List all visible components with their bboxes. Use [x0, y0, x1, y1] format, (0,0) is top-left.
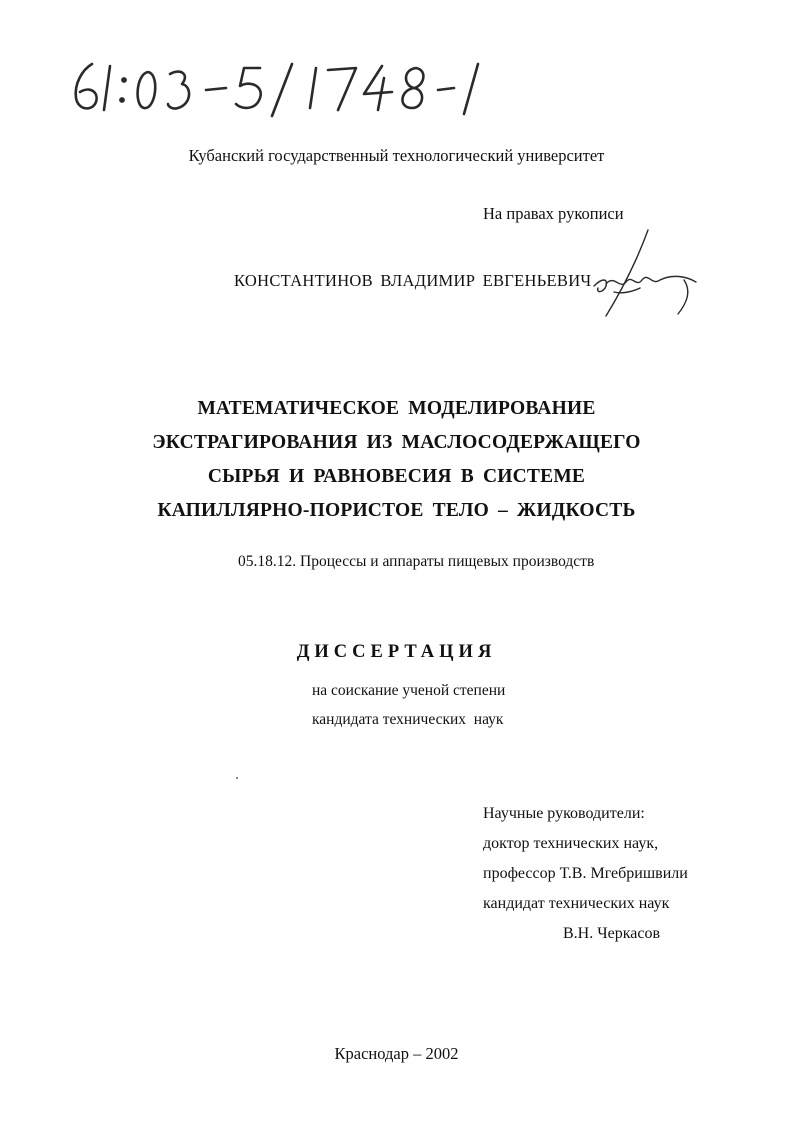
degree-statement [312, 676, 505, 734]
supervisor-line: кандидат технических наук [483, 895, 670, 912]
degree-line: кандидата технических наук [312, 711, 504, 728]
title-line: КАПИЛЛЯРНО-ПОРИСТОЕ ТЕЛО – ЖИДКОСТЬ [157, 500, 636, 521]
author-name: КОНСТАНТИНОВ ВЛАДИМИР ЕВГЕНЬЕВИЧ [234, 271, 592, 290]
title-line: МАТЕМАТИЧЕСКОЕ МОДЕЛИРОВАНИЕ [197, 398, 596, 419]
university-name: Кубанский государственный технологический университет [188, 146, 605, 165]
supervisors-block [483, 799, 688, 949]
specialty-code: 05.18.12. Процессы и аппараты пищевых производств [238, 553, 595, 570]
title-line: СЫРЬЯ И РАВНОВЕСИЯ В СИСТЕМЕ [207, 466, 586, 487]
manuscript-rights-note: На правах рукописи [483, 204, 624, 223]
supervisor-line: доктор технических наук, [483, 835, 659, 852]
supervisors-heading: Научные руководители: [483, 805, 645, 822]
scan-speck [236, 777, 238, 779]
supervisor-line: В.Н. Черкасов [563, 925, 661, 942]
handwritten-stamp-code [66, 58, 486, 120]
document-type: ДИССЕРТАЦИЯ [296, 642, 497, 662]
degree-line: на соискание ученой степени [312, 682, 506, 699]
city-and-year: Краснодар – 2002 [334, 1044, 459, 1063]
supervisor-line: профессор Т.В. Мгебришвили [483, 865, 688, 882]
dissertation-title [0, 392, 793, 528]
title-line: ЭКСТРАГИРОВАНИЯ ИЗ МАСЛОСОДЕРЖАЩЕГО [152, 432, 641, 453]
author-signature [588, 228, 700, 320]
